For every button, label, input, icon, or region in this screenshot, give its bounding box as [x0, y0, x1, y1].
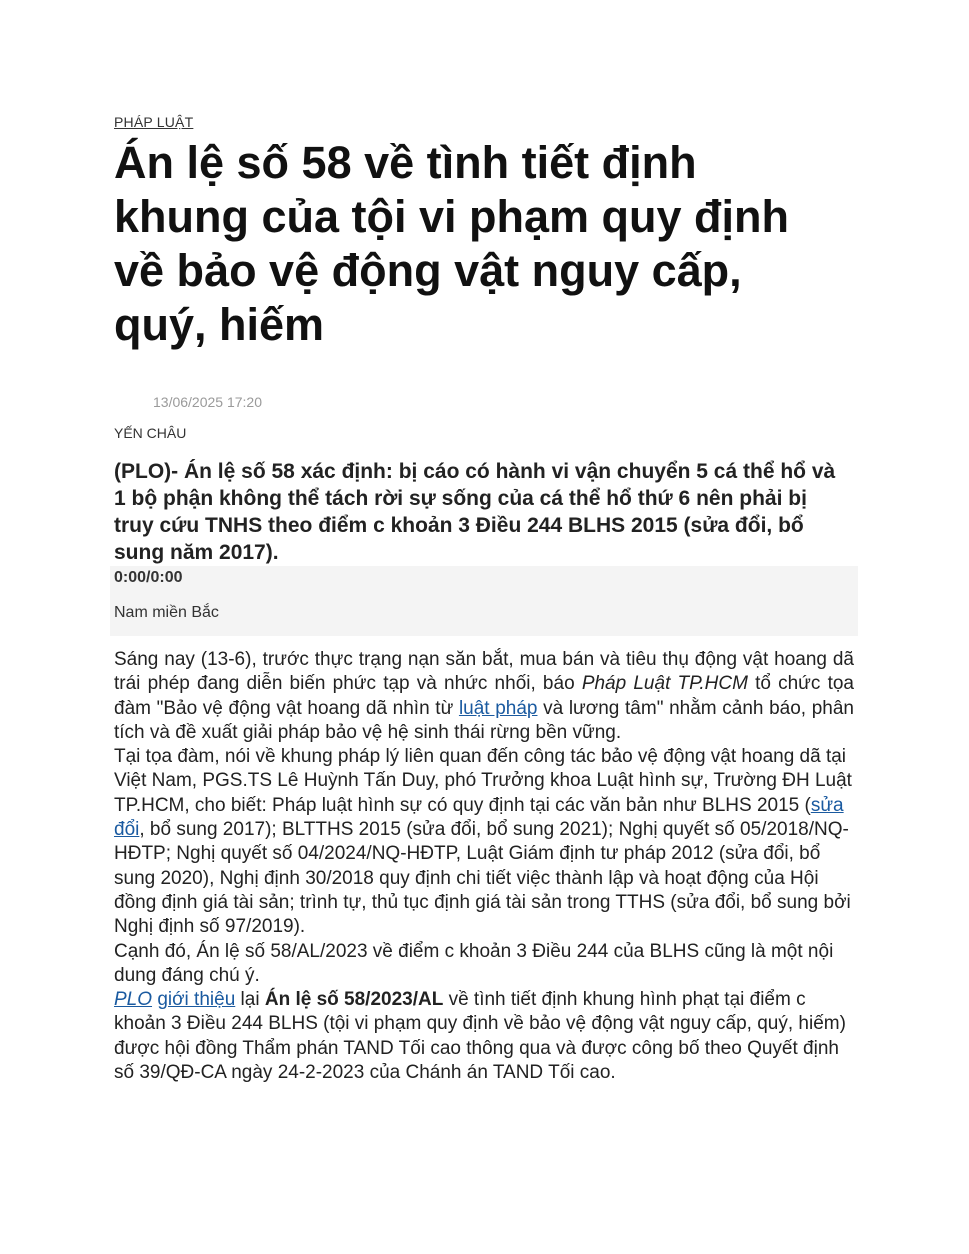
newspaper-name: Pháp Luật TP.HCM: [581, 673, 748, 695]
text-span: lại: [235, 989, 265, 1011]
text-span: tổ chức tọa đàm "Bảo vệ động vật hoang dã nhìn từ: [114, 673, 854, 719]
precedent-name: Án lệ số 58/2023/AL: [264, 989, 444, 1011]
author-name: YẾN CHÂU: [114, 425, 187, 441]
article-body: [114, 648, 854, 1085]
body-paragraph-3: Cạnh đó, Án lệ số 58/AL/2023 về điểm c khoản 3 Điều 244 của BLHS cũng là một nội dung đáng chú ý.: [114, 940, 834, 986]
law-link[interactable]: luật pháp: [458, 697, 538, 719]
plo-link[interactable]: PLO: [114, 989, 153, 1011]
body-paragraph-2: [114, 745, 854, 939]
audio-player[interactable]: [110, 566, 858, 636]
article-title: Án lệ số 58 về tình tiết định khung của tội vi phạm quy định về bảo vệ động vật nguy cấp, quý, hiếm: [114, 137, 790, 350]
audio-time: 0:00/0:00: [114, 569, 183, 586]
article-lead: (PLO)- Án lệ số 58 xác định: bị cáo có hành vi vận chuyển 5 cá thể hổ và 1 bộ phận không thể tách rời sự sống của cá thể hổ thứ 6 nên phải bị truy cứu TNHS theo điểm c khoản 3 Điều 244 BLHS 2015 (sửa đổi, bổ sung năm 2017).: [114, 460, 836, 564]
body-paragraph-4: [114, 988, 854, 1085]
audio-voice-select[interactable]: Nam miền Bắc: [114, 604, 219, 621]
text-span: Tại tọa đàm, nói về khung pháp lý liên quan đến công tác bảo vệ động vật hoang dã tại Việt Nam, PGS.TS Lê Huỳnh Tấn Duy, phó Trưởng khoa Luật hình sự, Trường ĐH Luật TP.HCM, cho biết: Pháp luật hình sự có quy định tại các văn bản như BLHS 2015 (: [114, 746, 852, 816]
publish-date: 13/06/2025 17:20: [153, 394, 262, 410]
text-span: và lương tâm" nhằm cảnh báo, phân tích và đề xuất giải pháp bảo vệ hệ sinh thái rừng bền vững.: [114, 697, 854, 743]
text-span: về tình tiết định khung hình phạt tại điểm c khoản 3 Điều 244 BLHS (tội vi phạm quy định về bảo vệ động vật nguy cấp, quý, hiếm) được hội đồng Thẩm phán TAND Tối cao thông qua và được công bố theo Quyết định số 39/QĐ-CA ngày 24-2-2023 của Chánh án TAND Tối cao.: [114, 989, 846, 1084]
text-span: , bổ sung 2017); BLTTHS 2015 (sửa đổi, bổ sung 2021); Nghị quyết số 05/2018/NQ-HĐTP; Nghị quyết số 04/2024/NQ-HĐTP, Luật Giám định tư pháp 2012 (sửa đổi, bổ sung 2020), Nghị định 30/2018 quy định chi tiết việc thành lập và hoạt động của Hội đồng định giá tài sản; trình tự, thủ tục định giá tài sản trong TTHS (sửa đổi, bổ sung bởi Nghị định số 97/2019).: [114, 819, 851, 938]
text-span: Sáng nay (13-6), trước thực trạng nạn săn bắt, mua bán và tiêu thụ động vật hoang dã trái phép đang diễn biến phức tạp và nhức nhối, báo: [114, 649, 854, 695]
intro-link[interactable]: giới thiệu: [157, 989, 236, 1011]
body-paragraph-1: [114, 648, 854, 745]
category-link[interactable]: PHÁP LUẬT: [114, 114, 194, 130]
amend-link[interactable]: sửa đổi: [114, 794, 844, 841]
